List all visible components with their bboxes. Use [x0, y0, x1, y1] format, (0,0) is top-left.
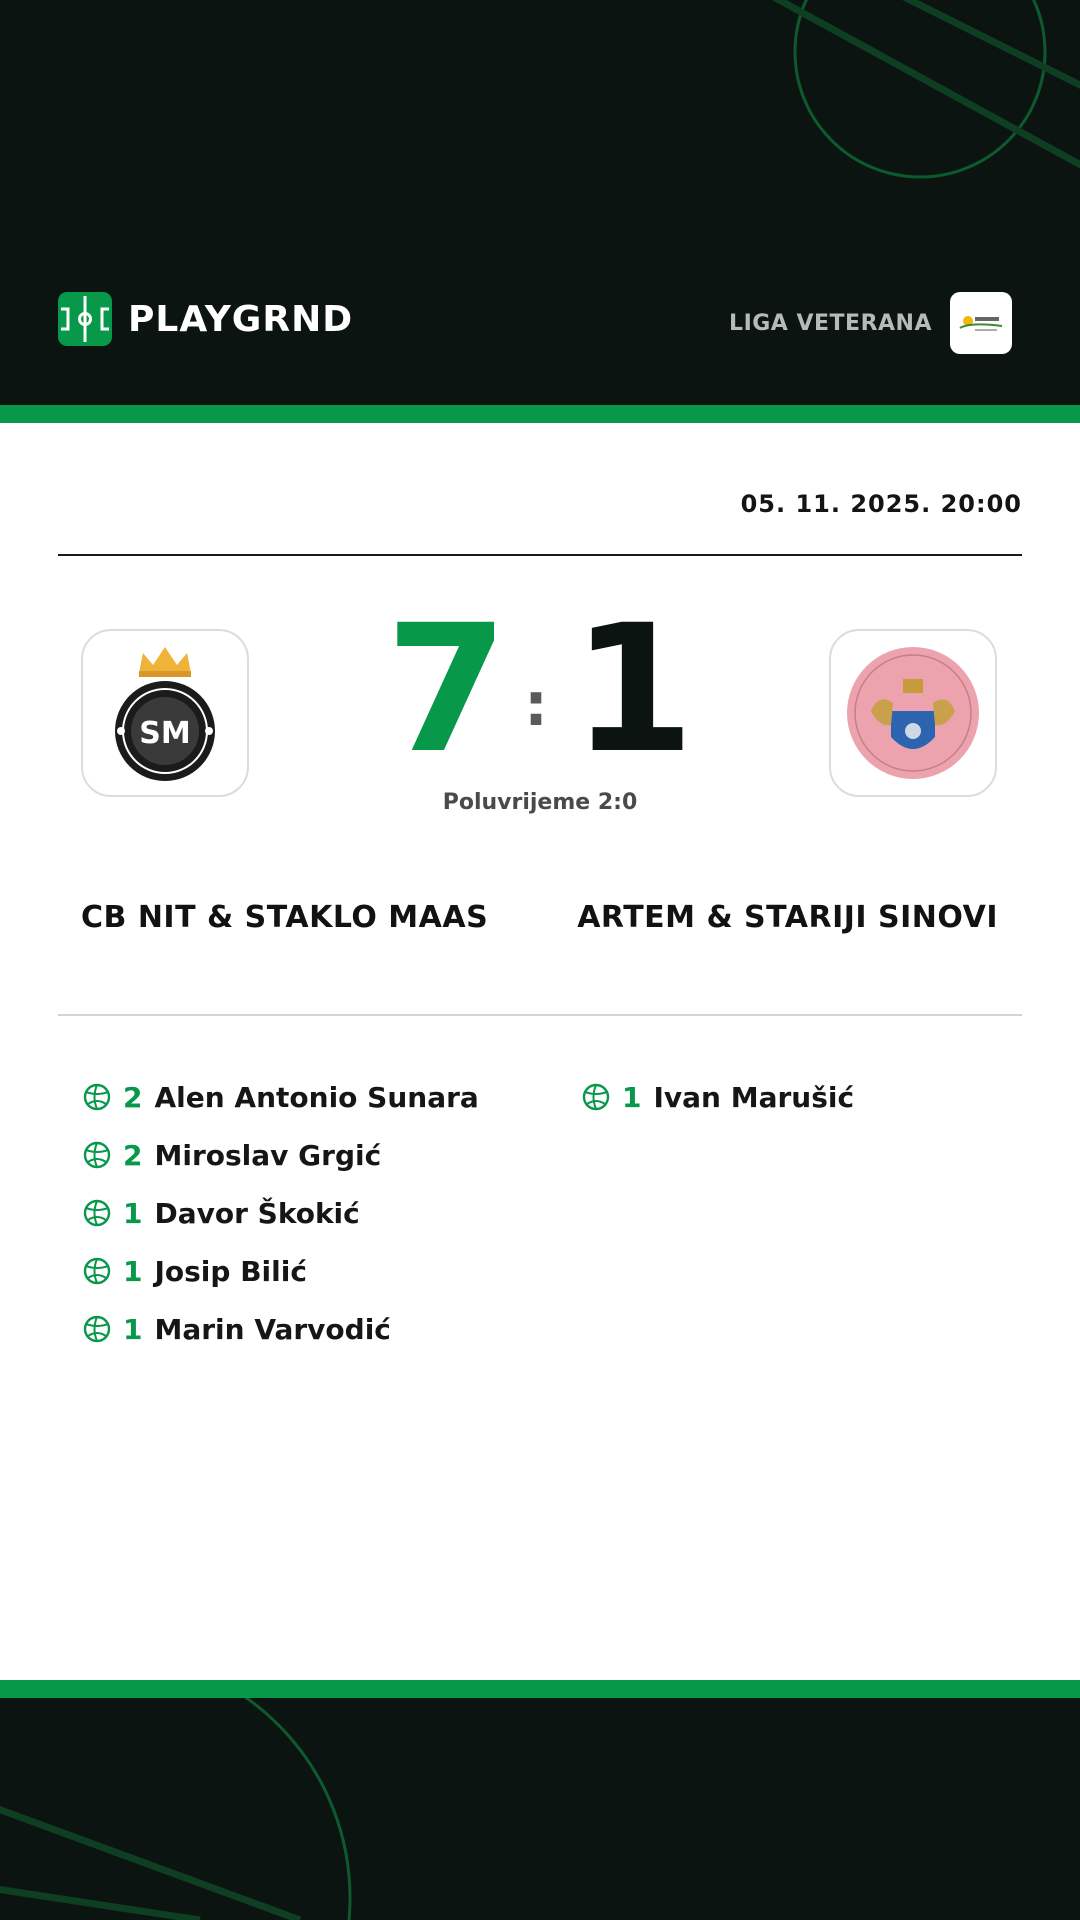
- football-icon: [83, 1141, 111, 1169]
- scorer-name: Alen Antonio Sunara: [154, 1080, 479, 1114]
- scorer-row: [83, 1126, 479, 1184]
- scorer-name: Marin Varvodić: [154, 1312, 391, 1346]
- home-team-name: CB NIT & STAKLO MAAS: [81, 900, 489, 935]
- scorer-goals: 1: [123, 1254, 143, 1288]
- scorer-name: Davor Škokić: [154, 1196, 360, 1230]
- league: [729, 292, 1012, 354]
- football-icon: [83, 1257, 111, 1285]
- brand-name: PLAYGRND: [128, 298, 354, 340]
- scorer-row: [83, 1242, 479, 1300]
- scoreboard: [0, 587, 1080, 792]
- scorer-goals: 1: [123, 1196, 143, 1230]
- header-accent-bar: [0, 405, 1080, 423]
- away-score: 1: [572, 587, 695, 792]
- scorer-goals: 2: [123, 1138, 143, 1172]
- away-team-name: ARTEM & STARIJI SINOVI: [577, 900, 998, 935]
- svg-text:SM: SM: [139, 716, 191, 751]
- divider: [58, 554, 1022, 556]
- footer-accent-bar: [0, 1680, 1080, 1698]
- halftime-score: Poluvrijeme 2:0: [442, 790, 638, 815]
- match-datetime: 05. 11. 2025. 20:00: [740, 490, 1022, 518]
- scorer-goals: 2: [123, 1080, 143, 1114]
- scorer-name: Ivan Marušić: [653, 1080, 855, 1114]
- divider: [58, 1014, 1022, 1016]
- pitch-icon: [58, 292, 112, 346]
- football-icon: [83, 1315, 111, 1343]
- brand: [58, 292, 353, 346]
- scorer-name: Miroslav Grgić: [154, 1138, 382, 1172]
- scorer-goals: 1: [622, 1080, 642, 1114]
- home-scorers-list: [83, 1068, 479, 1358]
- scorer-goals: 1: [123, 1312, 143, 1346]
- scorer-row: [582, 1068, 854, 1126]
- score-separator: :: [524, 670, 548, 740]
- home-score: 7: [385, 587, 508, 792]
- football-icon: [582, 1083, 610, 1111]
- football-icon: [83, 1199, 111, 1227]
- suncity-logo: [958, 310, 1004, 336]
- scorer-row: [83, 1184, 479, 1242]
- footer-banner: [0, 1698, 1080, 1920]
- league-name: LIGA VETERANA: [729, 310, 932, 336]
- football-icon: [83, 1083, 111, 1111]
- scorer-row: [83, 1068, 479, 1126]
- sponsor-logo: [950, 292, 1012, 354]
- scorer-name: Josip Bilić: [154, 1254, 307, 1288]
- scorer-row: [83, 1300, 479, 1358]
- pitch-lines-decoration: [0, 1698, 1080, 1920]
- away-scorers-list: [582, 1068, 854, 1126]
- header-banner: [0, 0, 1080, 405]
